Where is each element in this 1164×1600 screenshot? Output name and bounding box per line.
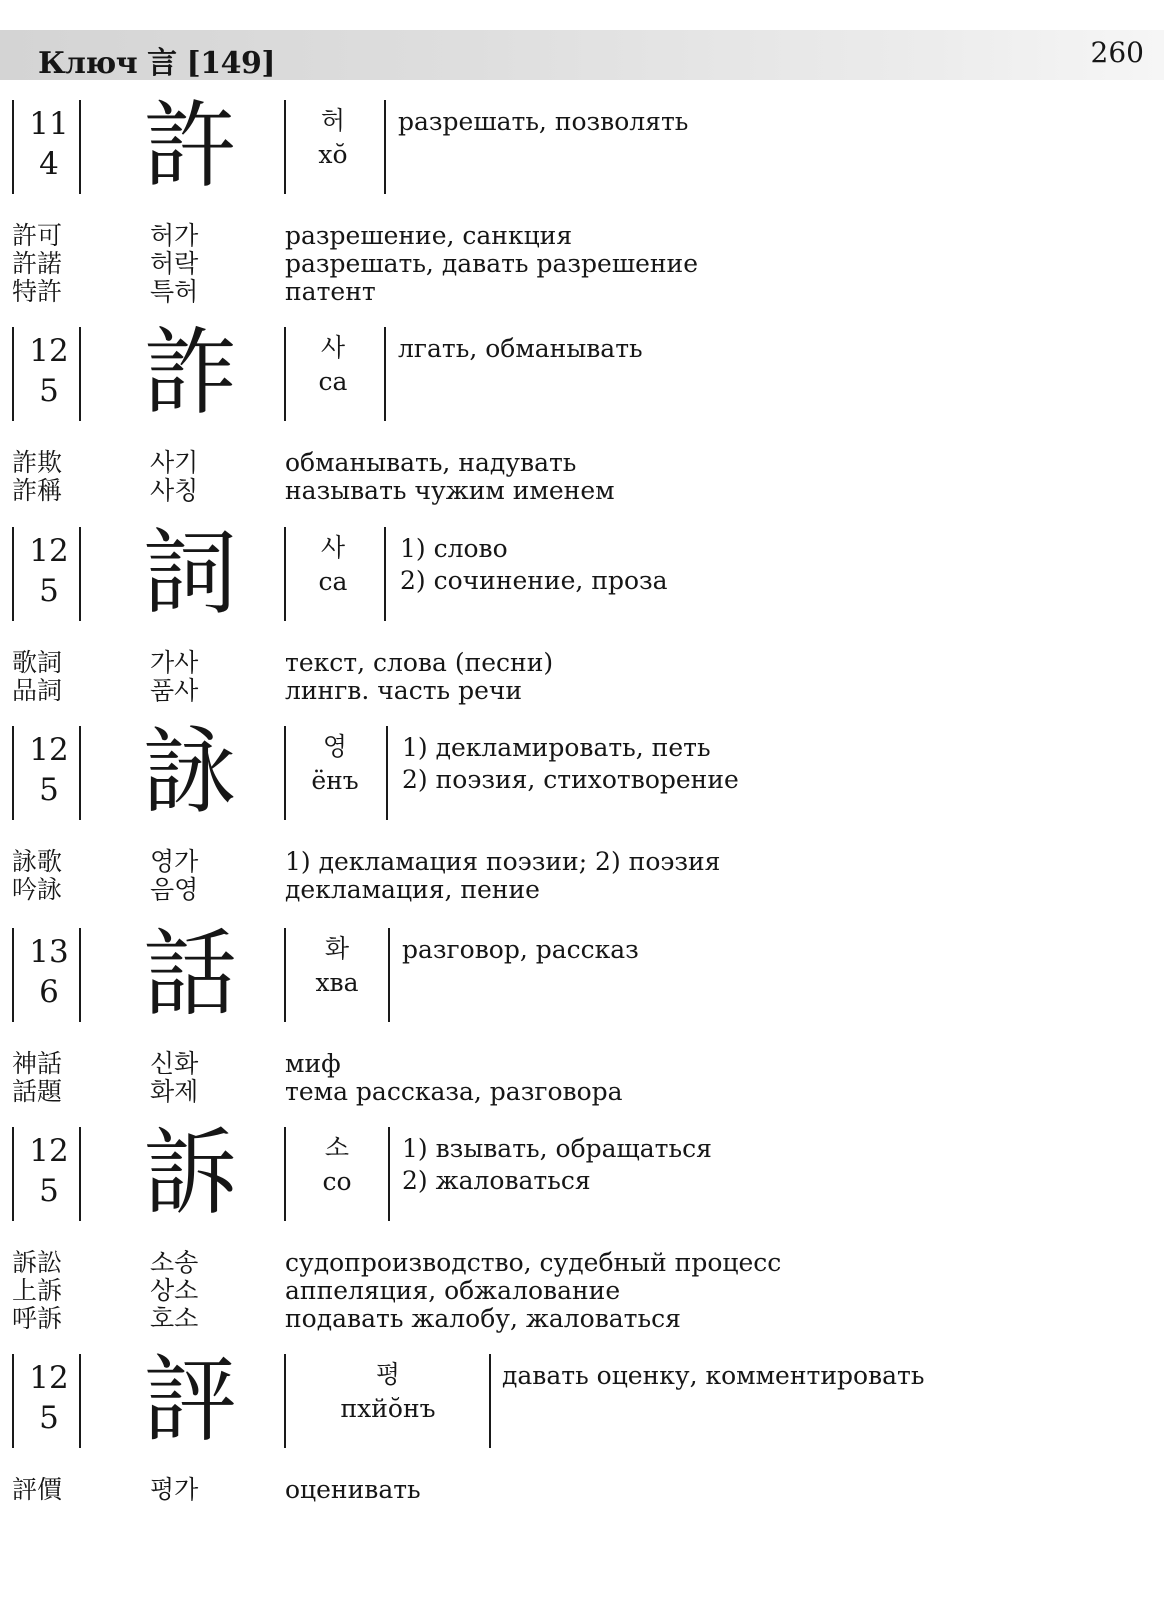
stroke-count [20,730,78,810]
compound-list [0,1476,1164,1504]
compound-hangul: 소송 [150,1248,199,1277]
compound-row [0,1050,1164,1078]
column-rule [386,726,388,820]
column-rule [12,726,14,820]
column-rule [384,327,386,421]
meaning-line: 2) жаловаться [402,1166,591,1195]
dictionary-entry [0,319,1164,505]
column-rule [388,1127,390,1221]
hanja-character: 詞 [142,519,237,628]
compound-hanja: 許諾 [12,249,63,278]
compound-list [0,649,1164,705]
compound-hanja: 詠歌 [12,847,63,876]
compound-row [0,677,1164,705]
compound-translation: патент [285,277,376,306]
meaning-line: 2) поэзия, стихотворение [402,765,739,794]
compound-hangul: 사칭 [150,476,199,505]
reading-block [285,531,381,599]
column-rule [12,928,14,1022]
compound-translation: подавать жалобу, жаловаться [285,1304,681,1333]
stroke-count [20,932,78,1012]
compound-hanja: 詐稱 [12,476,63,505]
extra-strokes: 5 [39,1173,59,1209]
compound-translation: тема рассказа, разговора [285,1077,623,1106]
compound-row [0,848,1164,876]
radical-key-title: Ключ 言 [149] [38,46,276,81]
reading-block [287,730,383,798]
column-rule [79,527,81,621]
meaning-list [398,333,643,365]
compound-hangul: 가사 [150,648,199,677]
compound-hanja: 特許 [12,277,63,306]
cyrillic-transcription: со [322,1167,352,1196]
meaning-list [398,106,688,138]
total-strokes: 12 [29,1133,69,1169]
column-rule [489,1354,491,1448]
compound-hangul: 상소 [150,1276,199,1305]
column-rule [388,928,390,1022]
compound-hangul: 허가 [150,221,199,250]
column-rule [79,1354,81,1448]
hangul-reading: 화 [324,934,350,963]
compound-translation: лингв. часть речи [285,676,523,705]
compound-hanja: 呼訴 [12,1304,63,1333]
compound-hanja: 歌詞 [12,648,63,677]
extra-strokes: 5 [39,1400,59,1436]
hanja-character: 詠 [142,718,237,827]
reading-block [287,1131,387,1199]
stroke-count [20,531,78,611]
compound-row [0,1249,1164,1277]
meaning-list [402,1133,712,1197]
meaning-line: 2) сочинение, проза [400,566,668,595]
compound-row [0,477,1164,505]
dictionary-entry [0,718,1164,904]
reading-block [290,1358,486,1426]
compound-translation: 1) декламация поэзии; 2) поэзия [285,847,721,876]
compound-hangul: 호소 [150,1304,199,1333]
column-rule [79,100,81,194]
total-strokes: 12 [29,333,69,369]
dictionary-entry [0,519,1164,705]
compound-hanja: 品詞 [12,676,63,705]
reading-block [285,331,381,399]
compound-hangul: 화제 [150,1077,199,1106]
compound-translation: декламация, пение [285,875,540,904]
hangul-reading: 평 [375,1360,401,1389]
compound-list [0,1249,1164,1333]
compound-translation: обманывать, надувать [285,448,577,477]
page-number: 260 [1090,36,1144,69]
cyrillic-transcription: хŏ [318,140,348,169]
compound-row [0,1078,1164,1106]
compound-translation: оценивать [285,1475,421,1504]
compound-translation: миф [285,1049,341,1078]
dictionary-entry [0,1346,1164,1504]
meaning-line: разговор, рассказ [402,935,639,964]
column-rule [79,1127,81,1221]
page-header [0,30,1164,80]
compound-hangul: 품사 [150,676,199,705]
compound-list [0,449,1164,505]
meaning-line: лгать, обманывать [398,334,643,363]
compound-translation: текст, слова (песни) [285,648,554,677]
meaning-line: разрешать, позволять [398,107,689,136]
cyrillic-transcription: пхйŏнъ [340,1394,436,1423]
meaning-line: 1) декламировать, петь [402,733,711,762]
compound-translation: называть чужим именем [285,476,615,505]
compound-hanja: 吟詠 [12,875,63,904]
compound-row [0,250,1164,278]
compound-hanja: 話題 [12,1077,63,1106]
extra-strokes: 5 [39,772,59,808]
meaning-line: давать оценку, комментировать [502,1361,925,1390]
entry-header [0,1346,1164,1455]
compound-translation: аппеляция, обжалование [285,1276,621,1305]
column-rule [79,726,81,820]
column-rule [384,527,386,621]
stroke-count [20,1358,78,1438]
compound-row [0,876,1164,904]
compound-hanja: 詐欺 [12,448,63,477]
hangul-reading: 사 [320,333,346,362]
column-rule [79,928,81,1022]
compound-hanja: 神話 [12,1049,63,1078]
compound-row [0,1277,1164,1305]
compound-list [0,848,1164,904]
extra-strokes: 4 [39,146,59,182]
meaning-line: 1) взывать, обращаться [402,1134,712,1163]
compound-hanja: 上訴 [12,1276,63,1305]
meaning-list [502,1360,924,1392]
column-rule [12,1127,14,1221]
compound-translation: судопроизводство, судебный процесс [285,1248,782,1277]
total-strokes: 12 [29,533,69,569]
stroke-count [20,331,78,411]
meaning-list [400,533,668,597]
extra-strokes: 6 [39,974,59,1010]
cyrillic-transcription: ёнъ [311,766,359,795]
compound-hangul: 평가 [150,1475,199,1504]
extra-strokes: 5 [39,573,59,609]
compound-hanja: 評價 [12,1475,63,1504]
meaning-line: 1) слово [400,534,508,563]
compound-hangul: 영가 [150,847,199,876]
column-rule [12,327,14,421]
stroke-count [20,104,78,184]
stroke-count [20,1131,78,1211]
compound-row [0,649,1164,677]
total-strokes: 13 [29,934,69,970]
hanja-character: 訴 [142,1119,237,1228]
column-rule [284,928,286,1022]
compound-hanja: 許可 [12,221,63,250]
hanja-character: 話 [142,920,237,1029]
compound-row [0,278,1164,306]
dictionary-entry [0,92,1164,306]
hangul-reading: 사 [320,533,346,562]
entry-header [0,1119,1164,1228]
entry-header [0,92,1164,201]
compound-hangul: 사기 [150,448,199,477]
total-strokes: 11 [29,106,69,142]
entry-header [0,319,1164,428]
compound-translation: разрешение, санкция [285,221,573,250]
column-rule [12,527,14,621]
compound-list [0,222,1164,306]
column-rule [284,1127,286,1221]
hanja-character: 評 [142,1346,237,1455]
extra-strokes: 5 [39,373,59,409]
entry-header [0,718,1164,827]
reading-block [287,932,387,1000]
column-rule [284,1354,286,1448]
total-strokes: 12 [29,1360,69,1396]
entry-header [0,920,1164,1029]
compound-hangul: 음영 [150,875,199,904]
hangul-reading: 영 [322,732,348,761]
compound-row [0,449,1164,477]
column-rule [79,327,81,421]
meaning-list [402,732,739,796]
column-rule [12,1354,14,1448]
entry-header [0,519,1164,628]
column-rule [12,100,14,194]
hanja-character: 詐 [142,319,237,428]
hangul-reading: 소 [324,1133,350,1162]
compound-hangul: 특허 [150,277,199,306]
compound-hanja: 訴訟 [12,1248,63,1277]
cyrillic-transcription: са [318,567,348,596]
column-rule [284,726,286,820]
compound-list [0,1050,1164,1106]
compound-translation: разрешать, давать разрешение [285,249,698,278]
meaning-list [402,934,639,966]
compound-row [0,1476,1164,1504]
hanja-character: 許 [142,92,237,201]
compound-row [0,222,1164,250]
hangul-reading: 허 [320,106,346,135]
total-strokes: 12 [29,732,69,768]
column-rule [384,100,386,194]
compound-hangul: 신화 [150,1049,199,1078]
cyrillic-transcription: хва [315,968,359,997]
compound-row [0,1305,1164,1333]
compound-hangul: 허락 [150,249,199,278]
reading-block [285,104,381,172]
dictionary-entry [0,1119,1164,1333]
dictionary-entry [0,920,1164,1106]
cyrillic-transcription: са [318,367,348,396]
